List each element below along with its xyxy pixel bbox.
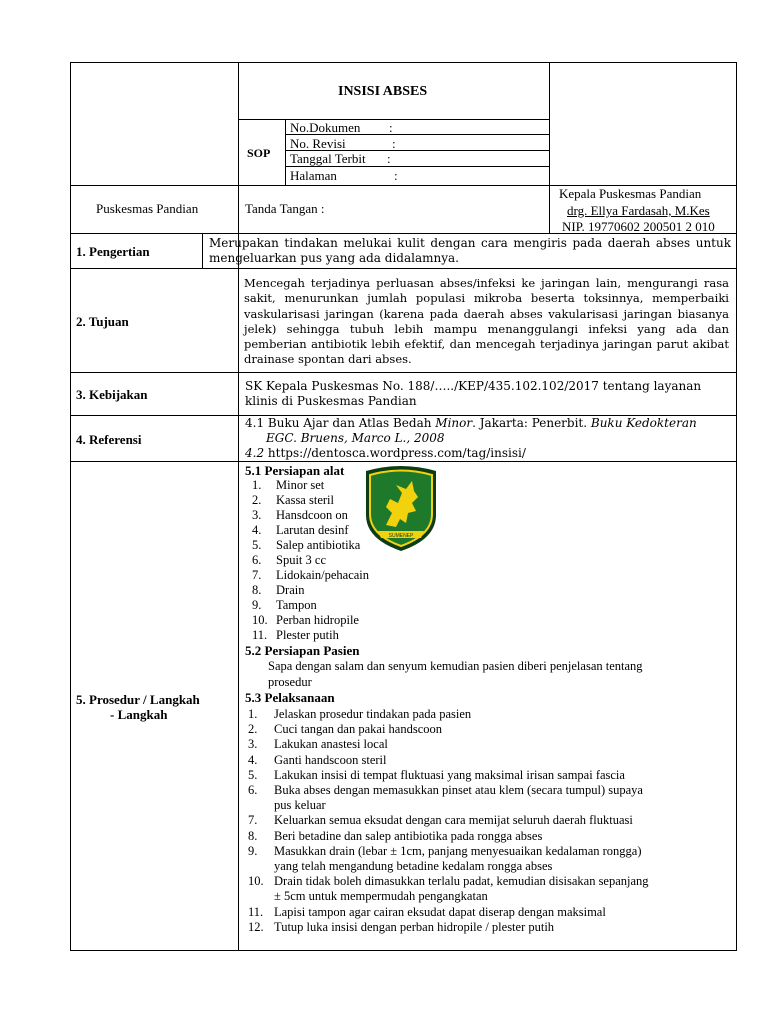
doc-field-label: Halaman [290,168,337,183]
doc-field-sep: : [387,151,391,166]
step-text: Lapisi tampon agar cairan eksudat dapat diserap dengan maksimal [274,904,606,919]
alat-item-label: Tampon [276,598,317,612]
persiapan-pasien-text: Sapa dengan salam dan senyum kemudian pasien diberi penjelasan tentang [268,659,643,673]
reference-2-link[interactable]: https://dentosca.wordpress.com/tag/insisi/ [264,446,526,460]
alat-item-number: 4. [252,523,262,537]
alat-list [252,478,369,643]
reference-1 [245,416,697,431]
pelaksanaan-step [248,829,730,844]
step-text: Lakukan insisi di tempat fluktuasi yang maksimal irisan sampai fascia [274,767,625,782]
pelaksanaan-step [248,920,730,935]
alat-item [252,508,369,523]
alat-item-number: 6. [252,553,262,567]
sop-label: SOP [247,146,271,160]
alat-item [252,538,369,553]
alat-item-label: Kassa steril [276,493,334,507]
step-number: 12. [248,919,264,934]
alat-item [252,478,369,493]
head-nip: NIP. 19770602 200501 2 010 [562,219,715,234]
pelaksanaan-step [248,753,730,768]
step-number: 1. [248,707,258,721]
alat-item-number: 10. [252,613,268,627]
step-text: yang telah mengandung betadine kedalam rongga abses [274,859,553,874]
doc-field-sep: : [389,120,393,135]
pelaksanaan-step [248,768,730,783]
alat-item [252,598,369,613]
pelaksanaan-title: 5.3 Pelaksanaan [245,690,335,705]
pelaksanaan-step [248,737,730,752]
head-title: Kepala Puskesmas Pandian [559,186,702,201]
pelaksanaan-step [248,874,730,889]
pelaksanaan-step [248,889,730,904]
reference-2 [245,446,526,461]
step-text: Jelaskan prosedur tindakan pada pasien [274,707,472,721]
pelaksanaan-steps [248,707,730,935]
doc-field-label: No. Revisi [290,136,346,151]
step-number: 10. [248,874,264,889]
pelaksanaan-step [248,813,730,828]
alat-item-label: Drain [276,583,305,597]
step-number: 5. [248,767,258,782]
doc-field-label: Tanggal Terbit [290,151,366,166]
step-text: Beri betadine dan salep antibiotika pada rongga abses [274,828,543,843]
section-label-referensi: 4. Referensi [76,432,142,447]
persiapan-pasien-title: 5.2 Persiapan Pasien [245,643,360,658]
alat-item [252,493,369,508]
head-name: drg. Ellya Fardasah, M.Kes [567,203,710,218]
pengertian-text: Merupakan tindakan melukai kulit dengan cara mengiris pada daerah abses untuk mengeluarkan pus yang ada didalamnya. [209,236,731,266]
step-text: Drain tidak boleh dimasukkan terlalu padat, kemudian disisakan sepanjang [274,874,649,889]
step-text: pus keluar [274,798,326,813]
alat-item-number: 3. [252,508,262,522]
step-number: 7. [248,813,258,828]
org-name: Puskesmas Pandian [96,201,199,216]
alat-item [252,613,369,628]
step-text: Tutup luka insisi dengan perban hidropile / plester putih [274,919,555,934]
pelaksanaan-step [248,707,730,722]
alat-item-number: 11. [252,628,268,642]
doc-field-sep: : [392,136,396,151]
logo-banner-text: SUMENEP [388,533,414,539]
alat-item [252,628,369,643]
alat-item-label: Perban hidropile [276,613,359,627]
step-number: 2. [248,722,258,737]
reference-1-italic2: Buku Kedokteran [590,416,697,430]
step-number: 3. [248,737,258,752]
step-text: Cuci tangan dan pakai handscoon [274,722,443,737]
alat-item-label: Salep antibiotika [276,538,361,552]
step-text: Masukkan drain (lebar ± 1cm, panjang menyesuaikan kedalaman rongga) [274,843,642,858]
doc-field-label: No.Dokumen [290,120,361,135]
pelaksanaan-step [248,783,730,798]
page-title: INSISI ABSES [338,84,428,99]
section-label-prosedur: 5. Prosedur / Langkah [76,692,200,707]
alat-item-label: Spuit 3 cc [276,553,326,567]
tujuan-text: Mencegah terjadinya perluasan abses/infeksi ke jaringan lain, mengurangi rasa sakit, menurunkan jumlah populasi mikroba beserta toksinnya, memperbaiki vaskularisasi jaringan (karena pada daerah abses vakularisasi jaringan biasanya jelek) sehingga tubuh lebih mampu menanggulangi infeksi yang ada dan pemberian antibiotik lebih efektif, dan mencegah terjadinya jaringan parut akibat drainase spontan dari abses. [244,276,729,367]
pelaksanaan-step [248,905,730,920]
step-text: Keluarkan semua eksudat dengan cara memijat seluruh daerah fluktuasi [274,813,633,828]
alat-item-number: 5. [252,538,262,552]
pelaksanaan-step [248,798,730,813]
doc-field-sep: : [394,168,398,183]
persiapan-alat-title: 5.1 Persiapan alat [245,463,345,478]
reference-1-mid: . Jakarta: Penerbit. [472,416,591,430]
section-label-prosedur-line2: - Langkah [110,707,168,722]
alat-item [252,553,369,568]
step-text: Ganti handscoon steril [274,752,387,767]
alat-item [252,583,369,598]
step-text: ± 5cm untuk mempermudah pengangkatan [274,889,488,904]
alat-item-label: Larutan desinf [276,523,349,537]
reference-1-italic: Minor [435,416,473,430]
section-label-pengertian: 1. Pengertian [76,244,150,259]
signature-label: Tanda Tangan : [245,201,325,216]
alat-item-label: Lidokain/pehacain [276,568,370,582]
puskesmas-logo [356,463,446,553]
persiapan-pasien-text-2: prosedur [268,675,312,689]
alat-item-number: 7. [252,568,262,582]
step-number: 4. [248,752,258,767]
step-number: 9. [248,843,258,858]
step-number: 8. [248,828,258,843]
pelaksanaan-step [248,844,730,859]
alat-item [252,568,369,583]
section-label-kebijakan: 3. Kebijakan [76,387,148,402]
alat-item [252,523,369,538]
reference-1-line2: EGC. Bruens, Marco L., 2008 [266,431,445,445]
alat-item-label: Hansdcoon on [276,508,348,522]
step-number: 11. [248,904,264,919]
alat-item-number: 1. [252,478,262,492]
pelaksanaan-step [248,859,730,874]
alat-item-label: Minor set [276,478,325,492]
alat-item-number: 9. [252,598,262,612]
step-number: 6. [248,783,258,798]
section-label-tujuan: 2. Tujuan [76,314,129,329]
kebijakan-text: SK Kepala Puskesmas No. 188/…../KEP/435.102.102/2017 tentang layanan klinis di Puskesmas Pandian [245,379,702,409]
step-text: Lakukan anastesi local [274,737,388,752]
reference-1-prefix: 4.1 Buku Ajar dan Atlas Bedah [245,416,436,430]
step-text: Buka abses dengan memasukkan pinset atau klem (secara tumpul) supaya [274,783,643,798]
pelaksanaan-step [248,722,730,737]
alat-item-number: 8. [252,583,262,597]
alat-item-label: Plester putih [276,628,339,642]
alat-item-number: 2. [252,493,262,507]
reference-2-number: 4.2 [245,446,265,460]
